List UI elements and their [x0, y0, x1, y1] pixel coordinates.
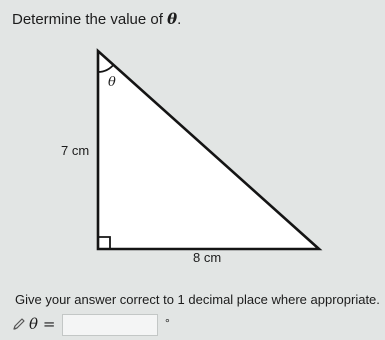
answer-row	[12, 312, 192, 338]
degree-symbol: °	[165, 316, 170, 330]
instruction-text: Give your answer correct to 1 decimal place where appropriate.	[15, 292, 380, 307]
horizontal-side-label: 8 cm	[193, 250, 222, 265]
question-prefix: Determine the value of	[12, 11, 168, 28]
question-symbol: θ	[167, 10, 178, 28]
right-triangle	[98, 51, 319, 249]
angle-label: θ	[108, 75, 116, 90]
vertical-side-label: 7 cm	[61, 143, 90, 158]
answer-equals: =	[42, 315, 56, 333]
answer-label	[29, 315, 55, 333]
pencil-icon	[12, 317, 26, 331]
question-suffix: .	[177, 11, 182, 28]
theta-answer-input[interactable]	[62, 314, 158, 336]
answer-variable: θ	[29, 315, 39, 333]
